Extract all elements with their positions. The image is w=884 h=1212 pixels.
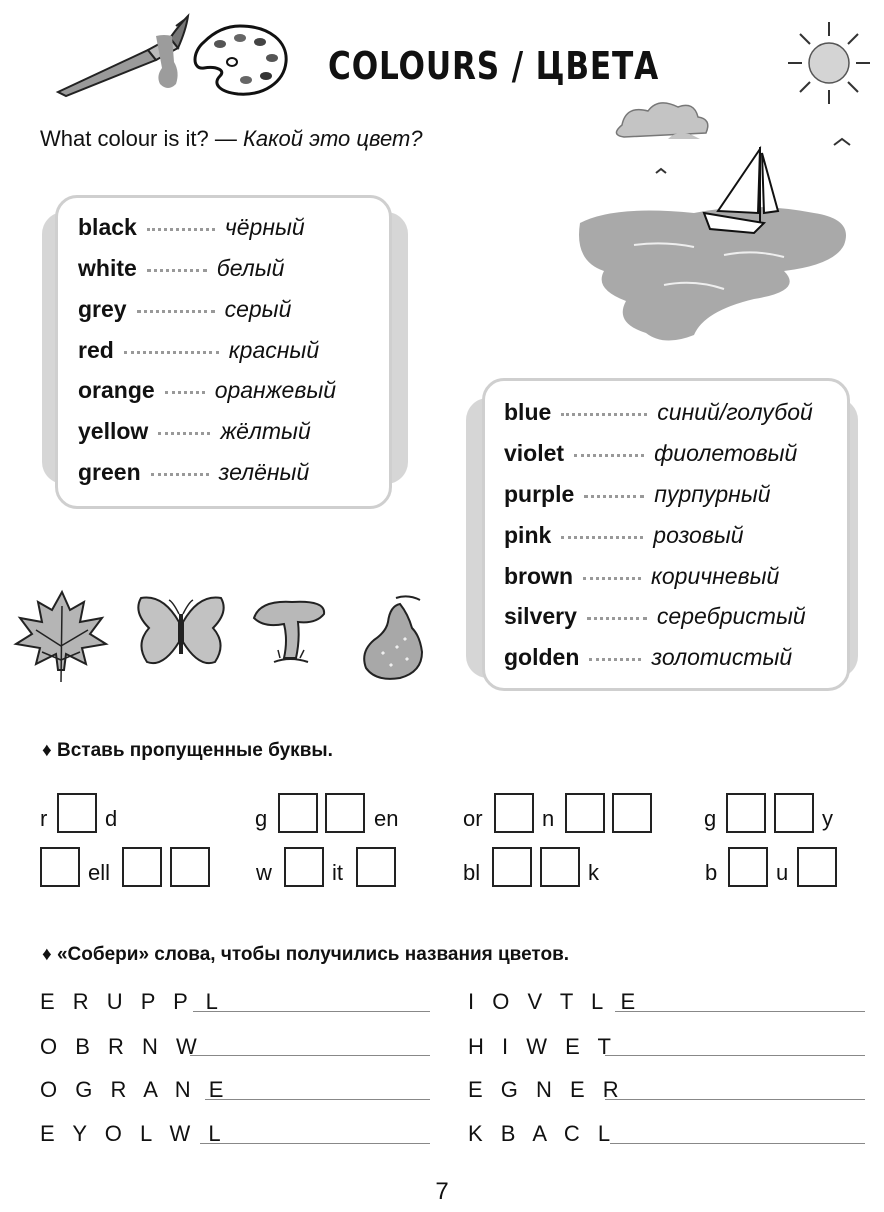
answer-line[interactable] [605,1055,865,1056]
letter-box[interactable] [284,847,324,887]
letter: en [374,806,399,831]
letter-box[interactable] [726,793,766,833]
exercise1-instruction: ♦ Вставь пропущенные буквы. [42,740,333,761]
vocab-en: blue [504,398,552,425]
letter-box[interactable] [612,793,652,833]
answer-line[interactable] [190,1055,430,1056]
letter-box[interactable] [170,847,210,887]
vocab-ru: золотистый [651,643,793,670]
vocab-en: orange [78,376,155,403]
vocab-row-silvery [504,599,806,633]
page-title: COLOURS / ЦВЕТА [328,44,660,88]
letter: y [822,806,833,831]
letter-box[interactable] [565,793,605,833]
scrambled-word: I O V T L E [468,989,642,1014]
vocab-ru: белый [216,254,285,281]
letter-box[interactable] [494,793,534,833]
exercise2-instruction: ♦ «Собери» слова, чтобы получились названия цветов. [42,944,570,965]
vocab-ru: пурпурный [654,480,771,507]
letter: g [704,806,717,831]
palette-icon [190,22,292,100]
scrambled-word: H I W E T [468,1034,617,1059]
letter-box[interactable] [540,847,580,887]
letter: bl [463,860,481,885]
vocab-row-pink [504,518,744,552]
subtitle-en: What colour is it? — [40,126,237,151]
scrambled-word: K B A C L [468,1121,617,1146]
letter: n [542,806,555,831]
page-number: 7 [435,1178,449,1205]
subtitle-ru: Какой это цвет? [242,126,423,151]
letter-box[interactable] [57,793,97,833]
vocab-en: brown [504,562,573,589]
letter-box[interactable] [797,847,837,887]
letter: g [255,806,268,831]
vocab-row-brown [504,559,779,593]
vocab-en: silvery [504,602,577,629]
vocab-en: green [78,458,141,485]
letter-box[interactable] [40,847,80,887]
letter: or [463,806,483,831]
vocab-row-violet [504,436,797,470]
letter-box[interactable] [356,847,396,887]
subtitle [40,126,423,152]
vocab-ru: синий/голубой [657,398,813,425]
scrambled-word: E R U P P L [40,989,224,1014]
vocab-en: pink [504,521,552,548]
vocab-row-purple [504,477,771,511]
letter: b [705,860,718,885]
vocab-en: black [78,213,137,240]
letter: ell [88,860,111,885]
vocab-ru: серебристый [656,602,806,629]
vocab-en: yellow [78,417,149,444]
scrambled-word: E Y O L W L [40,1121,227,1146]
answer-line[interactable] [193,1011,430,1012]
vocab-ru: зелёный [218,458,310,485]
seascape-illustration [574,95,864,355]
scrambled-word: O G R A N E [40,1077,230,1102]
letter-box[interactable] [774,793,814,833]
vocab-ru: фиолетовый [654,439,798,466]
vocab-en: white [78,254,137,281]
letter-box[interactable] [122,847,162,887]
vocab-row-yellow [78,414,311,448]
vocab-ru: серый [224,295,292,322]
letter: d [105,806,118,831]
vocab-ru: жёлтый [220,417,311,444]
vocab-ru: чёрный [224,213,305,240]
letter-box[interactable] [278,793,318,833]
answer-line[interactable] [615,1011,865,1012]
letter: u [776,860,789,885]
letter-box[interactable] [728,847,768,887]
vocab-en: golden [504,643,580,670]
vocab-ru: коричневый [651,562,780,589]
answer-line[interactable] [205,1099,430,1100]
vocab-row-golden [504,640,792,674]
letter-box[interactable] [492,847,532,887]
maple-leaf-icon [12,586,112,686]
vocab-row-green [78,455,309,489]
letter: k [588,860,599,885]
letter-box[interactable] [325,793,365,833]
vocab-en: red [78,336,114,363]
pear-icon [356,592,428,682]
answer-line[interactable] [605,1099,865,1100]
vocab-row-blue [504,395,813,429]
vocab-en: purple [504,480,575,507]
vocab-row-white [78,251,284,285]
answer-line[interactable] [200,1143,430,1144]
vocab-row-grey [78,292,291,326]
scrambled-word: O B R N W [40,1034,203,1059]
paint-drop-icon [150,32,190,94]
vocab-ru: розовый [653,521,744,548]
mushroom-icon [250,596,330,670]
letter: w [256,860,272,885]
vocab-ru: красный [228,336,320,363]
vocab-row-red [78,333,319,367]
letter: it [332,860,343,885]
vocab-en: grey [78,295,127,322]
answer-line[interactable] [610,1143,865,1144]
vocab-row-black [78,210,305,244]
butterfly-icon [133,592,229,672]
vocab-row-orange [78,373,336,407]
letter: r [40,806,48,831]
vocab-en: violet [504,439,565,466]
scrambled-word: E G N E R [468,1077,625,1102]
vocab-ru: оранжевый [214,376,337,403]
